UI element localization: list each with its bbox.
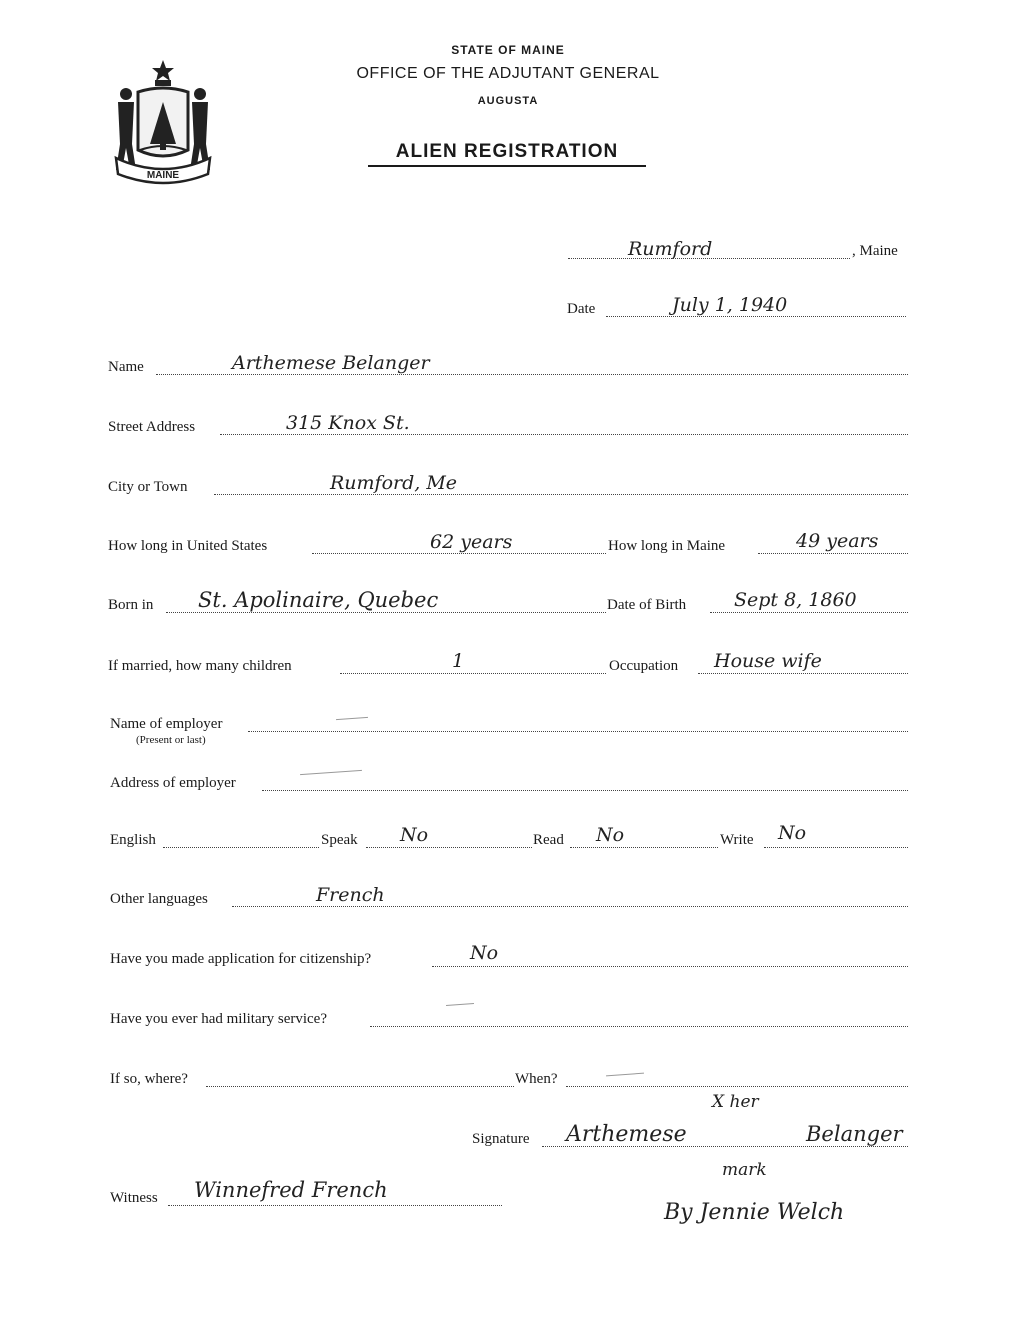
write-value: No (778, 822, 807, 844)
employer-name-label: Name of employer (110, 716, 223, 732)
place-suffix: , Maine (852, 243, 898, 259)
occupation-label: Occupation (609, 658, 679, 674)
how-long-us-line (312, 553, 606, 554)
military-label: Have you ever had military service? (110, 1011, 327, 1027)
other-languages-value: French (316, 884, 385, 906)
other-languages-label: Other languages (110, 891, 208, 907)
date-of-birth-line (710, 612, 908, 613)
witness-value: Winnefred French (194, 1178, 388, 1202)
when-label: When? (515, 1071, 558, 1087)
where-line (206, 1086, 514, 1087)
witness-line (168, 1205, 502, 1206)
signature-by: By Jennie Welch (664, 1200, 845, 1225)
date-of-birth-value: Sept 8, 1860 (734, 589, 857, 611)
city-value: Rumford, Me (330, 472, 458, 494)
english-label: English (110, 832, 156, 848)
state-heading: STATE OF MAINE (451, 43, 565, 57)
employer-name-sublabel: (Present or last) (136, 734, 206, 746)
read-label: Read (533, 832, 564, 848)
born-in-line (166, 612, 606, 613)
when-line (566, 1086, 908, 1087)
born-in-label: Born in (108, 597, 154, 613)
how-long-us-label: How long in United States (108, 538, 268, 554)
street-label: Street Address (108, 419, 196, 435)
date-value: July 1, 1940 (672, 294, 788, 316)
citizenship-value: No (470, 942, 499, 964)
occupation-value: House wife (714, 650, 822, 672)
military-line (370, 1026, 908, 1027)
street-line (220, 434, 908, 435)
place-value: Rumford (628, 238, 713, 260)
speak-line (366, 847, 532, 848)
street-value: 315 Knox St. (286, 412, 410, 434)
citizenship-line (432, 966, 908, 967)
how-long-maine-line (758, 553, 908, 554)
date-line (606, 316, 906, 317)
other-languages-line (232, 906, 908, 907)
signature-label: Signature (472, 1131, 530, 1147)
signature-mark-x: X her (712, 1092, 759, 1112)
speak-value: No (400, 824, 429, 846)
signature-mark-word: mark (722, 1160, 767, 1180)
signature-last-name: Belanger (806, 1122, 903, 1146)
how-long-us-value: 62 years (430, 531, 513, 553)
children-line (340, 673, 606, 674)
when-blank-mark (606, 1073, 644, 1077)
write-line (764, 847, 908, 848)
read-line (570, 847, 718, 848)
employer-name-line (248, 731, 908, 732)
city-label: City or Town (108, 479, 188, 495)
english-line (163, 847, 319, 848)
write-label: Write (720, 832, 754, 848)
children-label: If married, how many children (108, 658, 292, 674)
witness-label: Witness (110, 1190, 158, 1206)
seal-text: MAINE (146, 170, 180, 181)
office-heading: OFFICE OF THE ADJUTANT GENERAL (356, 65, 660, 82)
born-in-value: St. Apolinaire, Quebec (198, 588, 439, 612)
occupation-line (698, 673, 908, 674)
children-value: 1 (452, 650, 465, 672)
employer-address-line (262, 790, 908, 791)
military-blank-mark (446, 1003, 474, 1006)
name-value: Arthemese Belanger (232, 352, 430, 374)
read-value: No (596, 824, 625, 846)
citizenship-label: Have you made application for citizenship? (110, 951, 372, 967)
date-of-birth-label: Date of Birth (607, 597, 687, 613)
employer-address-label: Address of employer (110, 775, 236, 791)
date-label: Date (567, 301, 596, 317)
city-heading: AUGUSTA (477, 95, 539, 107)
employer-name-blank-mark (336, 717, 368, 720)
employer-address-blank-mark (300, 770, 362, 775)
signature-first-name: Arthemese (566, 1122, 687, 1147)
speak-label: Speak (321, 832, 358, 848)
where-label: If so, where? (110, 1071, 188, 1087)
how-long-maine-value: 49 years (796, 530, 879, 552)
name-line (156, 374, 908, 375)
city-line (214, 494, 908, 495)
name-label: Name (108, 359, 144, 375)
form-title: ALIEN REGISTRATION (368, 141, 646, 167)
how-long-maine-label: How long in Maine (608, 538, 726, 554)
